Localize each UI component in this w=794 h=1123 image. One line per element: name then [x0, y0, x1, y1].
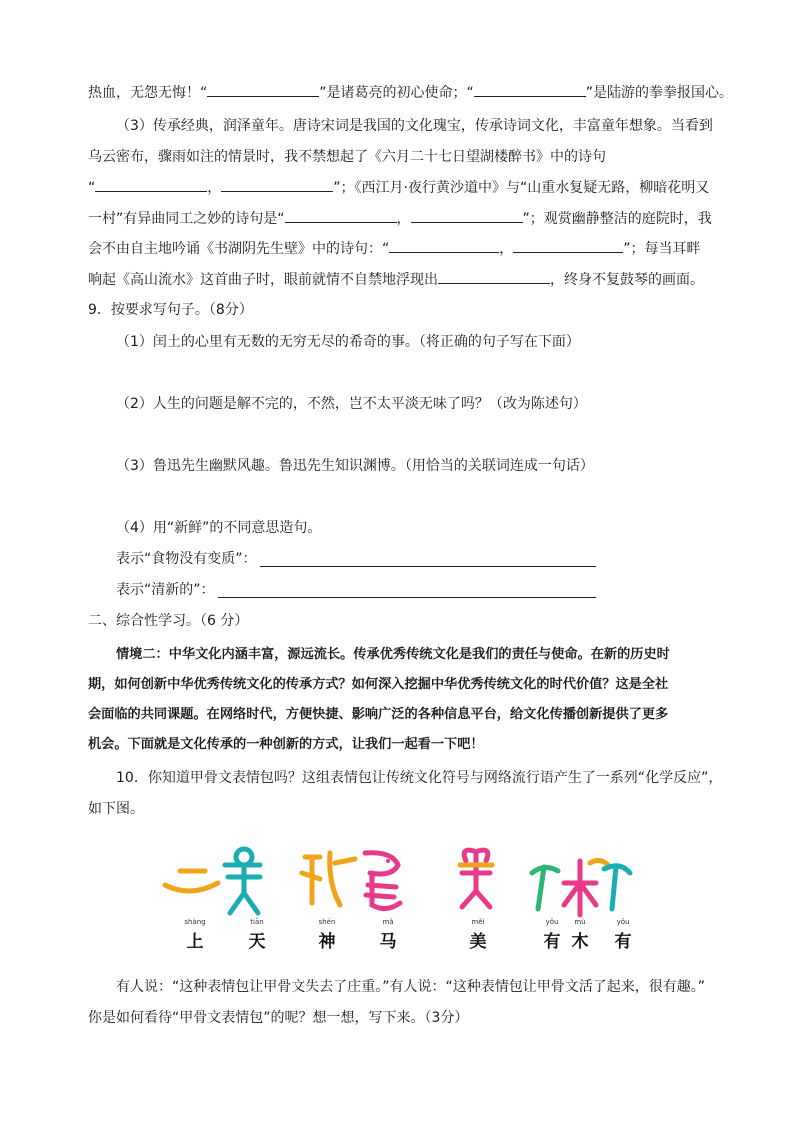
emoji-shenma — [302, 853, 400, 909]
answer-blank[interactable] — [513, 238, 623, 253]
q8-sub3-line5: 会不由自主地吟诵《书湖阴先生壁》中的诗句：“ ， ”；每当耳畔 — [88, 238, 701, 259]
emoji-hanzi: 木 — [571, 932, 589, 952]
answer-blank[interactable] — [221, 177, 333, 192]
answer-blank[interactable] — [95, 177, 207, 192]
situation-line: 期，如何创新中华优秀传统文化的传承方式？如何深入挖掘中华优秀传统文化的时代价值？这是全社 — [88, 677, 669, 692]
q8-sub3-line6: 响起《高山流水》这首曲子时，眼前就情不自禁地浮现出 ，终身不复鼓琴的画面。 — [88, 269, 704, 290]
q10-opinion-line1: 有人说：“这种表情包让甲骨文失去了庄重。”有人说：“这种表情包让甲骨文活了起来，很有趣。” — [116, 979, 706, 995]
q9-sentence-2: （2）人生的问题是解不完的，不然，岂不太平淡无味了吗？（改为陈述句） — [116, 396, 587, 412]
situation-paragraph — [88, 640, 712, 760]
answer-blank[interactable] — [438, 269, 550, 284]
emoji-pinyin: mù — [574, 918, 586, 926]
q10-line2: 如下图。 — [88, 801, 144, 817]
answer-blank[interactable] — [474, 82, 586, 97]
situation-line: 机会。下面就是文化传承的一种创新的方式，让我们一起看一下吧！ — [88, 737, 484, 752]
emoji-hanzi: 神 — [318, 932, 336, 952]
q9-s4-food-label: 表示“食物没有变质”： — [116, 551, 257, 567]
answer-blank[interactable] — [207, 82, 319, 97]
emoji-hanzi: 马 — [379, 932, 397, 952]
answer-blank[interactable] — [411, 208, 523, 223]
emoji-pinyin: mǎ — [382, 918, 394, 926]
emoji-hanzi: 天 — [248, 932, 266, 952]
emoji-caption — [160, 916, 650, 958]
emoji-pinyin: shén — [318, 918, 336, 926]
emoji-shangtian — [165, 849, 260, 913]
q10-opinion-line2: 你是如何看待“甲骨文表情包”的呢？想一想，写下来。（3分） — [88, 1010, 469, 1026]
emoji-pinyin: tiān — [250, 918, 264, 926]
situation-line: 会面临的共同课题。在网络时代，方便快捷、影响广泛的各种信息平台，给文化传播创新提供了更多 — [88, 707, 669, 722]
answer-blank[interactable] — [389, 238, 499, 253]
answer-blank[interactable] — [285, 208, 397, 223]
q9-sentence-3: （3）鲁迅先生幽默风趣。鲁迅先生知识渊博。（用恰当的关联词连成一句话） — [116, 458, 594, 474]
emoji-pinyin: yǒu — [616, 918, 630, 926]
situation-line: 情境二：中华文化内涵丰富，源远流长。传承优秀传统文化是我们的责任与使命。在新的历史时 — [116, 647, 670, 662]
emoji-pinyin: yǒu — [545, 918, 559, 926]
q9-s4-fresh-label: 表示“清新的”： — [116, 582, 215, 598]
emoji-hanzi: 有 — [614, 932, 632, 952]
emoji-hanzi: 美 — [469, 932, 487, 952]
emoji-pinyin: měi — [471, 918, 485, 926]
q8-sub3-line1: （3）传承经典，润泽童年。唐诗宋词是我国的文化瑰宝，传承诗词文化，丰富童年想象。当看到 — [116, 118, 713, 134]
q8-sub3-line4: 一村”有异曲同工之妙的诗句是“ ， ”；观赏幽静整洁的庭院时，我 — [88, 208, 712, 229]
q9-heading: 9．按要求写句子。（8分） — [88, 302, 253, 318]
q8-line1: 热血，无怨无悔！“ ”是诸葛亮的初心使命；“ ”是陆游的拳拳报国心。 — [88, 82, 733, 103]
emoji-hanzi: 上 — [186, 932, 204, 952]
emoji-mei — [460, 850, 492, 907]
part2-heading: 二、综合性学习。（6 分） — [88, 613, 249, 629]
q10-line1: 10．你知道甲骨文表情包吗？这组表情包让传统文化符号与网络流行语产生了一系列“化学反应”， — [116, 770, 723, 786]
q8-sub3-line3: “ ， ”；《西江月·夜行黄沙道中》与“山重水复疑无路，柳暗花明又 — [88, 177, 709, 198]
q9-sentence-4: （4）用“新鲜”的不同意思造句。 — [116, 520, 322, 536]
emoji-pinyin: shàng — [184, 918, 206, 926]
q9-s4-fresh-answer-line[interactable] — [218, 597, 596, 598]
emoji-youmuyou — [532, 860, 630, 915]
q9-sentence-1: （1）闰土的心里有无数的无穷无尽的希奇的事。（将正确的句子写在下面） — [116, 334, 580, 350]
q9-s4-food-answer-line[interactable] — [260, 566, 596, 567]
emoji-hanzi: 有 — [543, 932, 561, 952]
q8-sub3-line2: 乌云密布，骤雨如注的情景时，我不禁想起了《六月二十七日望湖楼醉书》中的诗句 — [88, 149, 606, 165]
